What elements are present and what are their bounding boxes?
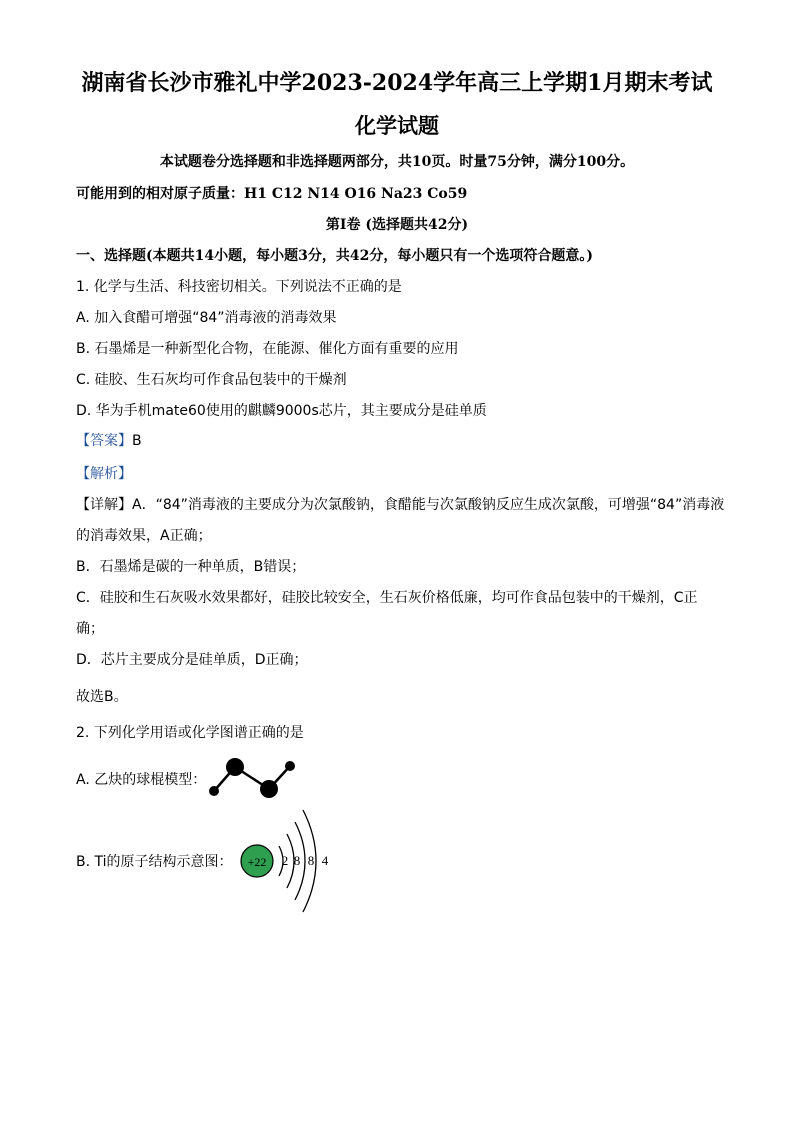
shell-electron-count: 2 xyxy=(281,853,289,868)
atom-ball-large xyxy=(260,780,278,798)
question-1-option-b: B. 石墨烯是一种新型化合物，在能源、催化方面有重要的应用 xyxy=(76,341,459,357)
detail-text: A．“84”消毒液的主要成分为次氯酸钠，食醋能与次氯酸钠反应生成次氯酸，可增强“84”消毒液 xyxy=(132,497,725,513)
detail-label: 【详解】 xyxy=(76,497,132,513)
detail-line: 的消毒效果，A正确； xyxy=(76,528,212,544)
answer-line xyxy=(76,430,142,450)
atomic-structure-diagram xyxy=(235,808,345,913)
question-1-option-d: D. 华为手机mate60使用的麒麟9000s芯片，其主要成分是硅单质 xyxy=(76,403,487,419)
question-1-stem: 1. 化学与生活、科技密切相关。下列说法不正确的是 xyxy=(76,279,402,295)
question-2-stem: 2. 下列化学用语或化学图谱正确的是 xyxy=(76,725,304,741)
ball-stick-model-figure xyxy=(200,752,300,802)
atom-ball-large xyxy=(226,758,244,776)
question-1-option-a: A. 加入食醋可增强“84”消毒液的消毒效果 xyxy=(76,310,337,326)
answer-label: 【答案】 xyxy=(76,433,132,449)
nucleus-charge-label: +22 xyxy=(247,855,267,869)
analysis-line xyxy=(76,463,132,483)
atomic-mass-line: 可能用到的相对原子质量：H1 C12 N14 O16 Na23 Co59 xyxy=(76,186,468,202)
detail-line: 确； xyxy=(76,621,104,637)
shell-electron-count: 8 xyxy=(307,853,315,868)
detail-line: C．硅胶和生石灰吸水效果都好，硅胶比较安全，生石灰价格低廉，均可作食品包装中的干燥剂，C正 xyxy=(76,590,698,606)
detail-line: D．芯片主要成分是硅单质，D正确； xyxy=(76,652,308,668)
exam-title: 湖南省长沙市雅礼中学2023-2024学年高三上学期1月期末考试 xyxy=(81,70,713,96)
atom-ball-small xyxy=(285,761,295,771)
question-1-option-c: C. 硅胶、生石灰均可作食品包装中的干燥剂 xyxy=(76,372,347,388)
exam-subtitle: 化学试题 xyxy=(355,113,439,138)
shell-electron-count: 8 xyxy=(293,853,301,868)
shell-electron-count: 4 xyxy=(321,853,329,868)
section-title: 一、选择题(本题共14小题，每小题3分，共42分，每小题只有一个选项符合题意。) xyxy=(76,248,593,264)
detail-line: B．石墨烯是碳的一种单质，B错误； xyxy=(76,559,306,575)
detail-line: 故选B。 xyxy=(76,689,128,705)
question-2-option-a: A. 乙炔的球棍模型： xyxy=(76,772,207,788)
exam-note: 本试题卷分选择题和非选择题两部分，共10页。时量75分钟，满分100分。 xyxy=(159,154,635,170)
answer-value: B xyxy=(132,433,142,449)
analysis-label: 【解析】 xyxy=(76,466,132,482)
atom-ball-small xyxy=(209,786,219,796)
question-2-option-b: B. Ti的原子结构示意图： xyxy=(76,854,233,870)
part-title: 第Ⅰ卷 (选择题共42分) xyxy=(325,217,469,233)
detail-line xyxy=(76,494,724,514)
